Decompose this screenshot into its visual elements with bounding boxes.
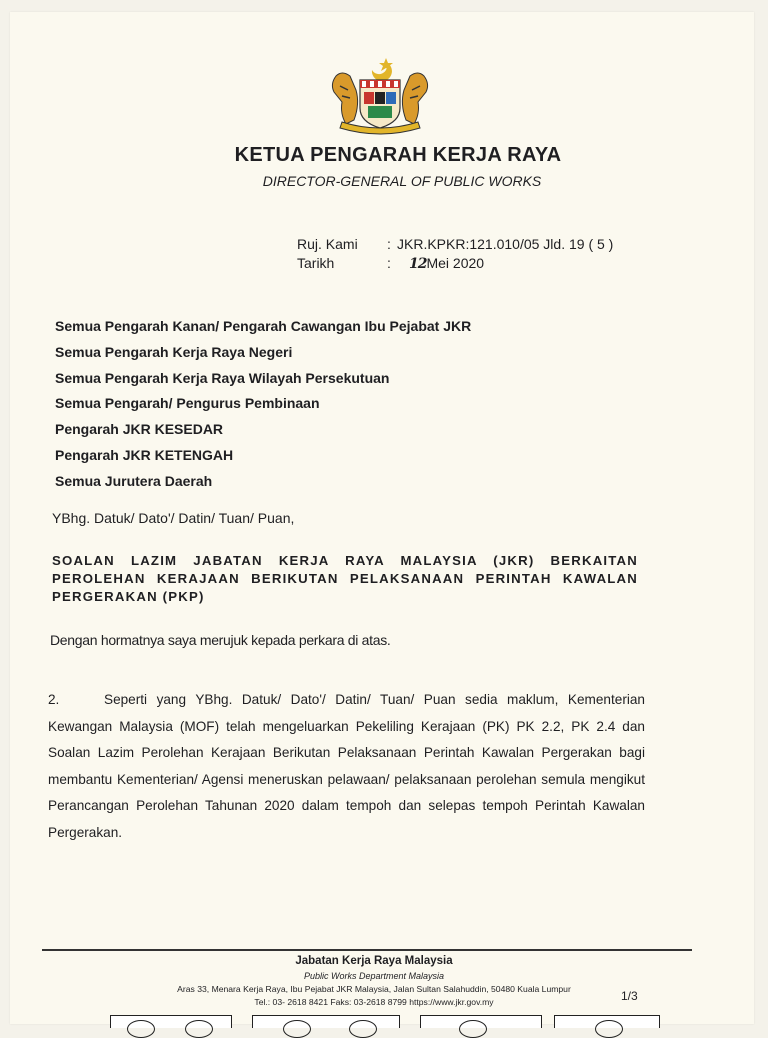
paragraph-2-text: Seperti yang YBhg. Datuk/ Dato'/ Datin/ Tuan/ Puan sedia maklum, Kementerian Kewangan Malaysia (MOF) telah mengeluarkan Pekeliling Kerajaan (PK) PK 2.2, PK 2.4 dan Soalan Lazim Perolehan Kerajaan Berikutan Pelaksanaan Perintah Kawalan Pergerakan bagi membantu Kementerian/ Agensi meneruskan pelawaan/ pelaksanaan perolehan semula mengikut Perancangan Perolehan Tahunan 2020 dalam tempoh dan selepas tempoh Perintah Kawalan Pergerakan. [48,692,645,840]
recipient-line: Semua Pengarah/ Pengurus Pembinaan [55,395,320,412]
paragraph-1: Dengan hormatnya saya merujuk kepada perkara di atas. [50,632,391,648]
footer-org-en: Public Works Department Malaysia [303,971,445,981]
certification-logo-icon [420,1015,542,1028]
recipient-line: Semua Pengarah Kerja Raya Negeri [55,343,293,360]
coat-of-arms-icon [328,56,432,136]
ref-label: Ruj. Kami [297,236,358,252]
date-value [409,254,484,274]
page-number: 1/3 [621,989,638,1003]
date-colon: : [387,255,391,271]
recipient-line: Semua Jurutera Daerah [55,472,213,489]
reference-block [297,235,613,274]
paragraph-2 [48,687,645,847]
recipient-line: Pengarah JKR KETENGAH [55,446,234,463]
salutation: YBhg. Datuk/ Dato'/ Datin/ Tuan/ Puan, [52,510,295,526]
date-label: Tarikh [297,255,335,271]
footer-address: Aras 33, Menara Kerja Raya, Ibu Pejabat JKR Malaysia, Jalan Sultan Salahuddin, 50480 Kuala Lumpur [177,984,571,994]
ref-value: JKR.KPKR:121.010/05 Jld. 19 ( 5 ) [397,236,614,252]
letterhead-subtitle: DIRECTOR-GENERAL OF PUBLIC WORKS [262,173,542,189]
certification-logo-icon [554,1015,660,1028]
date-rest: Mei 2020 [426,255,485,271]
footer-org: Jabatan Kerja Raya Malaysia [295,955,453,967]
date-day-handwritten: 12 [409,256,427,272]
paragraph-number: 2. [48,692,60,707]
letterhead-title: KETUA PENGARAH KERJA RAYA [234,144,562,166]
ref-colon: : [387,236,391,252]
certification-logo-icon [252,1015,400,1028]
recipient-line: Pengarah JKR KESEDAR [55,421,224,438]
certification-logo-icon [110,1015,232,1028]
footer-contact: Tel.: 03- 2618 8421 Faks: 03-2618 8799 https://www.jkr.gov.my [254,997,494,1007]
recipient-line: Semua Pengarah Kerja Raya Wilayah Persekutuan [55,369,390,386]
letter-page [10,12,754,1024]
recipient-list [55,314,471,495]
certification-logos [110,1015,670,1024]
subject-heading: SOALAN LAZIM JABATAN KERJA RAYA MALAYSIA (JKR) BERKAITAN PEROLEHAN KERAJAAN BERIKUTAN PELAKSANAAN PERINTAH KAWALAN PERGERAKAN (PKP) [52,553,638,604]
footer-divider [42,949,692,951]
recipient-line: Semua Pengarah Kanan/ Pengarah Cawangan Ibu Pejabat JKR [55,318,472,334]
